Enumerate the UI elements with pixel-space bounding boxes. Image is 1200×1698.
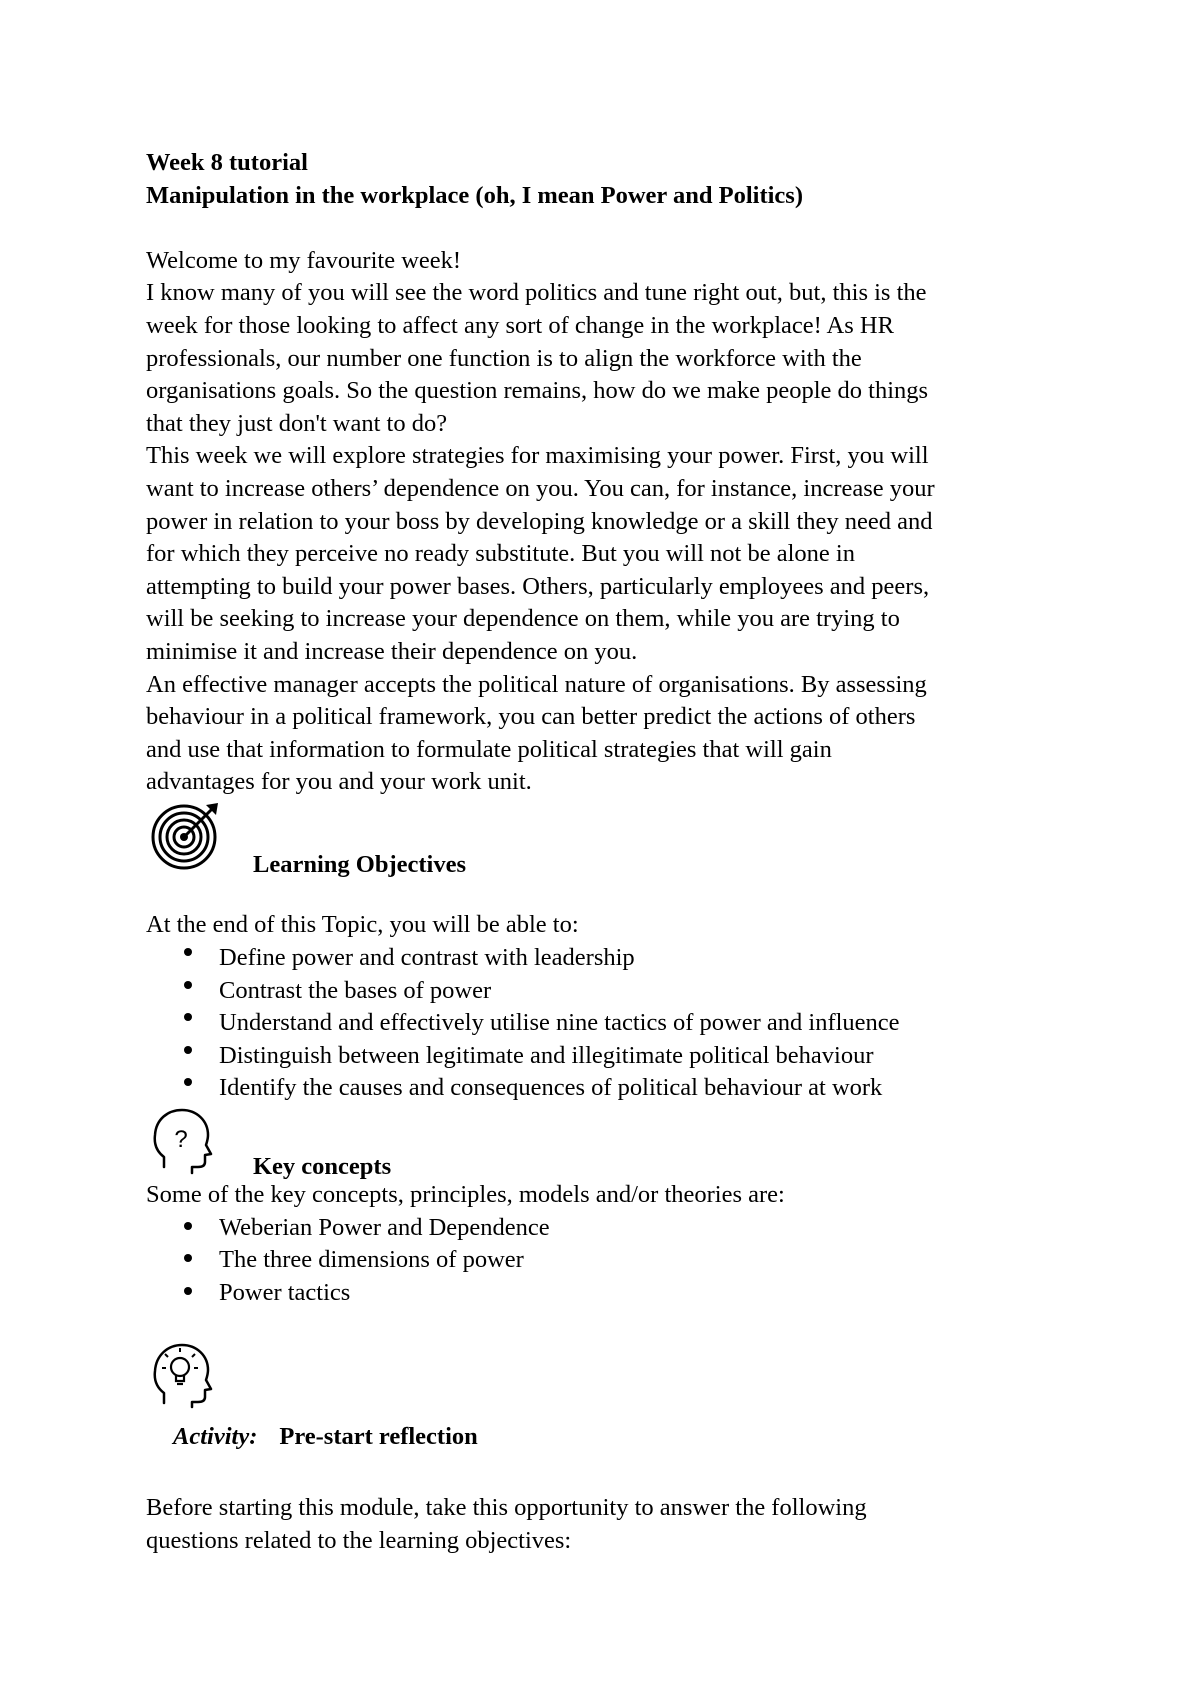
- intro-line: will be seeking to increase your dependence on them, while you are trying to: [146, 605, 900, 633]
- activity-line: questions related to the learning objectives:: [146, 1526, 572, 1554]
- intro-line: that they just don't want to do?: [146, 409, 448, 437]
- head-lightbulb-icon: [150, 1339, 216, 1419]
- list-item: Understand and effectively utilise nine tactics of power and influence: [146, 1007, 1106, 1040]
- intro-line: week for those looking to affect any sort of change in the workplace! As HR: [146, 311, 894, 339]
- key-concepts-list: [146, 1212, 1106, 1310]
- intro-line: I know many of you will see the word politics and tune right out, but, this is the: [146, 279, 927, 307]
- head-question-icon: [150, 1105, 216, 1185]
- bullet-icon: [184, 981, 192, 989]
- intro-paragraph-1: [146, 277, 1106, 440]
- document-page: [146, 147, 1106, 1557]
- activity-header: [146, 1339, 1106, 1459]
- activity-title-line: [173, 1421, 478, 1454]
- activity-paragraph: [146, 1492, 1106, 1557]
- learning-objectives-header: [146, 799, 1106, 877]
- intro-line: organisations goals. So the question remains, how do we make people do things: [146, 377, 929, 405]
- activity-line: Before starting this module, take this opportunity to answer the following: [146, 1494, 867, 1521]
- learning-objectives-heading: Learning Objectives: [253, 851, 466, 879]
- list-item: Contrast the bases of power: [146, 975, 1106, 1008]
- activity-label: Activity:: [173, 1423, 258, 1451]
- intro-paragraph-3: [146, 669, 1106, 799]
- list-item: Define power and contrast with leadership: [146, 942, 1106, 975]
- intro-line: professionals, our number one function is to align the workforce with the: [146, 344, 862, 372]
- spacer: [146, 212, 1106, 245]
- bullet-icon: [184, 1287, 192, 1295]
- document-title: Week 8 tutorial: [146, 149, 308, 176]
- intro-line: attempting to build your power bases. Others, particularly employees and peers,: [146, 572, 930, 600]
- key-concepts-heading: Key concepts: [253, 1153, 392, 1181]
- list-item: Power tactics: [146, 1277, 1106, 1310]
- learning-objectives-list: [146, 942, 1106, 1105]
- svg-text:?: ?: [174, 1126, 188, 1154]
- bullet-icon: [184, 1046, 192, 1054]
- intro-line: and use that information to formulate political strategies that will gain: [146, 735, 832, 763]
- intro-line: power in relation to your boss by developing knowledge or a skill they need and: [146, 507, 933, 535]
- intro-line: want to increase others’ dependence on you. You can, for instance, increase your: [146, 474, 935, 502]
- activity-title: Pre-start reflection: [279, 1423, 478, 1451]
- bullet-icon: [184, 1013, 192, 1021]
- intro-paragraph-2: [146, 440, 1106, 668]
- intro-line: This week we will explore strategies for maximising your power. First, you will: [146, 442, 929, 470]
- list-item: Distinguish between legitimate and illegitimate political behaviour: [146, 1040, 1106, 1073]
- intro-welcome: Welcome to my favourite week!: [146, 246, 462, 274]
- spacer: [146, 1459, 1106, 1492]
- intro-line: for which they perceive no ready substitute. But you will not be alone in: [146, 540, 855, 568]
- key-concepts-lead: Some of the key concepts, principles, models and/or theories are:: [146, 1181, 785, 1209]
- bullet-icon: [184, 1078, 192, 1086]
- bullet-icon: [184, 1254, 192, 1262]
- intro-line: advantages for you and your work unit.: [146, 768, 532, 796]
- bullet-icon: [184, 948, 192, 956]
- list-item: Weberian Power and Dependence: [146, 1212, 1106, 1245]
- intro-line: behaviour in a political framework, you can better predict the actions of others: [146, 703, 916, 731]
- list-item: The three dimensions of power: [146, 1244, 1106, 1277]
- target-icon: [150, 799, 222, 881]
- learning-objectives-lead: At the end of this Topic, you will be able to:: [146, 911, 579, 939]
- key-concepts-header: [146, 1105, 1106, 1179]
- intro-line: An effective manager accepts the political nature of organisations. By assessing: [146, 670, 927, 698]
- bullet-icon: [184, 1222, 192, 1230]
- document-subtitle: Manipulation in the workplace (oh, I mean Power and Politics): [146, 181, 803, 209]
- intro-line: minimise it and increase their dependence on you.: [146, 637, 638, 665]
- list-item: Identify the causes and consequences of political behaviour at work: [146, 1072, 1106, 1105]
